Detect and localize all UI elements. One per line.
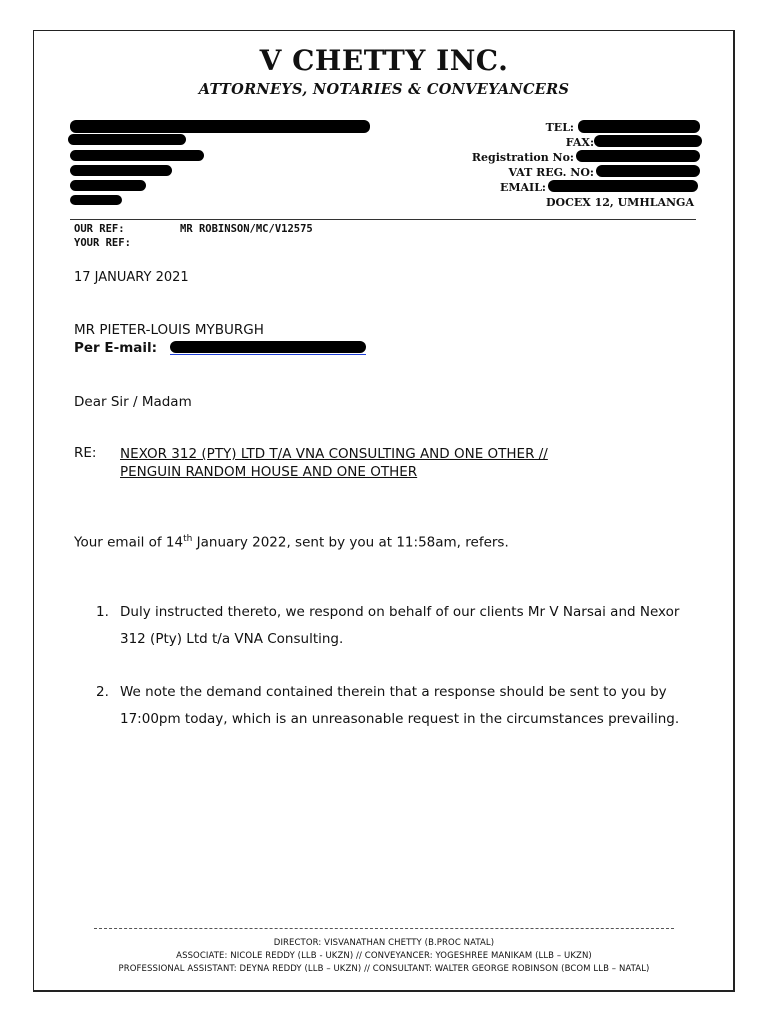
per-email-label: Per E-mail:: [74, 340, 158, 356]
redacted-address-line-1: [70, 120, 370, 133]
contact-vat: VAT REG. NO:: [508, 166, 594, 179]
list-item-text: Duly instructed thereto, we respond on behalf of our clients Mr V Narsai and Nexor 312 (Pty) Ltd t/a VNA Consulting.: [120, 604, 680, 647]
redacted-email-value: [548, 180, 698, 192]
list-item-text: We note the demand contained therein that a response should be sent to you by 17:00pm today, which is an unreasonable request in the circumstances prevailing.: [120, 684, 680, 727]
contact-registration: Registration No:: [471, 151, 574, 164]
redacted-address-line-3: [70, 150, 204, 161]
header-divider: [70, 219, 696, 220]
redacted-email-link[interactable]: [170, 341, 366, 353]
footer-director: DIRECTOR: VISVANATHAN CHETTY (B.PROC NATAL): [273, 938, 495, 948]
footer-associate: ASSOCIATE: NICOLE REDDY (LLB - UKZN) // CONVEYANCER: YOGESHREE MANIKAM (LLB – UKZN): [176, 951, 592, 961]
contact-docex: DOCEX 12, UMHLANGA: [545, 196, 694, 209]
list-item-number: 1.: [96, 604, 109, 620]
your-ref: [74, 237, 131, 249]
redacted-address-line-4: [70, 165, 172, 176]
footer-divider: [94, 928, 674, 929]
contact-fax: FAX:: [565, 136, 594, 149]
redacted-address-line-6: [70, 195, 122, 205]
contact-email: EMAIL:: [499, 181, 546, 194]
letter-date: 17 JANUARY 2021: [74, 270, 189, 285]
your-ref-label: YOUR REF:: [74, 237, 131, 249]
salutation: Dear Sir / Madam: [74, 394, 192, 410]
footer-professional: PROFESSIONAL ASSISTANT: DEYNA REDDY (LLB – UKZN) // CONSULTANT: WALTER GEORGE ROBINSON (BCOM LLB – NATAL): [118, 964, 650, 974]
redacted-fax-value: [594, 135, 702, 147]
redacted-tel-value: [578, 120, 700, 133]
redacted-registration-value: [576, 150, 700, 162]
redacted-address-line-5: [70, 180, 146, 191]
re-label: RE:: [74, 445, 97, 461]
our-ref-label: OUR REF:: [74, 223, 125, 235]
our-ref: [74, 223, 313, 235]
firm-name: V CHETTY INC.: [259, 44, 509, 77]
intro-paragraph: Your email of 14th January 2022, sent by you at 11:58am, refers.: [74, 534, 509, 551]
list-item-number: 2.: [96, 684, 109, 700]
our-ref-value: MR ROBINSON/MC/V12575: [180, 223, 313, 235]
addressee-name: MR PIETER-LOUIS MYBURGH: [74, 322, 264, 338]
contact-tel: TEL:: [545, 121, 574, 134]
re-subject-line-2: PENGUIN RANDOM HOUSE AND ONE OTHER: [120, 464, 418, 480]
redacted-vat-value: [596, 165, 700, 177]
re-subject-line-1: NEXOR 312 (PTY) LTD T/A VNA CONSULTING AND ONE OTHER //: [120, 446, 548, 462]
email-link-underline: [170, 354, 366, 355]
firm-tagline: ATTORNEYS, NOTARIES & CONVEYANCERS: [198, 81, 570, 98]
re-subject: [120, 445, 548, 481]
redacted-address-line-2: [68, 134, 186, 145]
